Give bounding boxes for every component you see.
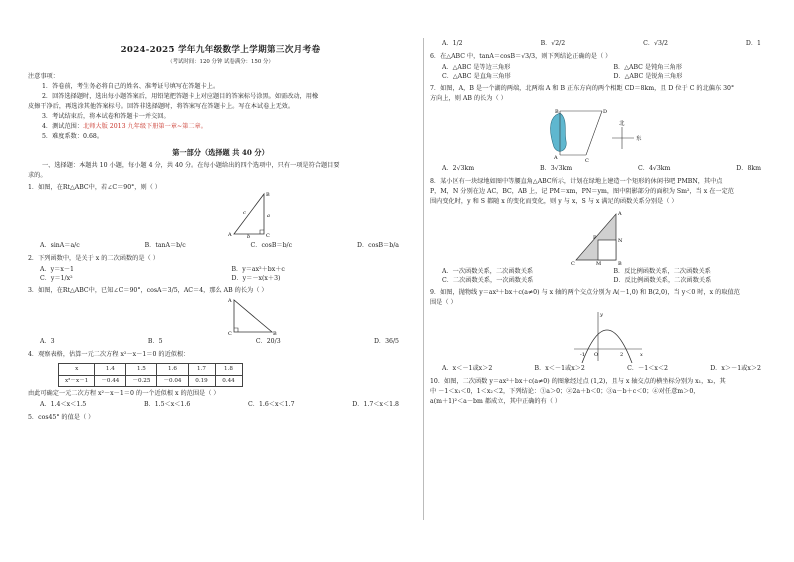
- left-column: [28, 38, 413, 424]
- question-1-options: [28, 242, 413, 251]
- q5-option-a[interactable]: A．1/2: [442, 40, 463, 47]
- label-B-3: B: [273, 331, 277, 337]
- q5-option-c[interactable]: C．√3/2: [643, 40, 668, 47]
- question-1-figure-wrap: [28, 191, 413, 240]
- question-3-figure-wrap: [28, 296, 413, 336]
- question-9-figure: [570, 309, 646, 363]
- question-5-stem: 5．cos45° 的值是（ ）: [28, 413, 95, 421]
- question-10-stem-2: 中 －1＜x₁＜0，1＜x₂＜2，下列结论：①a＞0；②2a＋b＜0；③a－b＋c＜0；④对任意m＞0，: [430, 387, 700, 395]
- note-4-label: 4．测试范围：: [42, 123, 84, 131]
- table-cell: －0.25: [126, 375, 157, 386]
- q8-option-d[interactable]: D．反比例函数关系，二次函数关系: [613, 276, 712, 284]
- table-cell: －0.44: [95, 375, 126, 386]
- q1-option-b[interactable]: B．tanA＝b/c: [144, 241, 186, 249]
- question-9-stem-cont: 围是（ ）: [430, 298, 457, 306]
- question-10-stem-3: a(m＋1)²＜a－bm 都成立，其中正确的有（ ）: [430, 397, 562, 405]
- question-8-figure: [570, 208, 630, 266]
- label-a: a: [267, 212, 270, 219]
- note-3: 3．考试结束后，将本试卷和答题卡一并交回。: [42, 113, 170, 121]
- table-cell: 1.4: [95, 364, 126, 375]
- question-2-stem: 2．下列函数中，是关于 x 的二次函数的是（ ）: [28, 254, 159, 262]
- question-2-options: [28, 266, 413, 284]
- question-7-stem: 7．如图，A，B 是一个湖的两端，北两端 A 和 B 正东方向的两个相距 CD＝8km，且 D 位于 C 的北偏东 30°: [430, 84, 735, 92]
- table-row: [59, 375, 243, 386]
- compass-east: 东: [636, 135, 642, 142]
- q2-option-d[interactable]: D．y＝－x(x＋3): [231, 274, 281, 282]
- label-c: c: [243, 209, 246, 216]
- column-divider: [423, 38, 424, 520]
- q1-option-c[interactable]: C．cosB＝b/c: [250, 241, 293, 249]
- question-8-figure-wrap: [430, 208, 775, 266]
- q7-option-d[interactable]: D．8km: [736, 164, 761, 172]
- right-column: [430, 38, 775, 408]
- table-cell: x²－x－1: [59, 375, 95, 386]
- table-cell: 0.44: [215, 375, 242, 386]
- label-N-8: N: [618, 237, 623, 244]
- question-3-figure: [226, 296, 282, 336]
- label-two-9: 2: [620, 351, 624, 358]
- part1-heading: 第一部分（选择题 共 40 分）: [172, 148, 269, 158]
- question-9-options: [430, 365, 775, 374]
- label-C-3: C: [228, 331, 232, 337]
- question-6-options: [430, 64, 775, 82]
- exam-title: 2024-2025 学年九年级数学上学期第三次月考卷: [120, 45, 321, 55]
- label-A-8: A: [618, 210, 622, 217]
- q3-option-d[interactable]: D．36/5: [373, 338, 399, 346]
- triangle-abc-3: [234, 300, 272, 332]
- label-b: b: [247, 233, 251, 238]
- table-cell: 1.5: [126, 364, 157, 375]
- question-1-stem: 1．如图，在Rt△ABC中，若∠C＝90°，则（ ）: [28, 183, 161, 191]
- parabola: [582, 330, 632, 363]
- label-x-9: x: [640, 351, 643, 358]
- question-3-stem: 3．如图，在Rt△ABC中，已知∠C＝90°，cosA＝3/5，AC＝4，那么 AB 的长为（ ）: [28, 286, 268, 294]
- label-B-8: B: [618, 260, 622, 266]
- exam-subtitle: （考试时间：120 分钟 试卷满分：150 分）: [167, 59, 274, 66]
- label-A: A: [228, 231, 232, 238]
- q5-option-b[interactable]: B．√2/2: [540, 40, 566, 47]
- q9-option-b[interactable]: B．x＜－1或x＞2: [534, 364, 585, 372]
- compass-north: 北: [619, 120, 625, 127]
- q4-option-a[interactable]: A．1.4＜x＜1.5: [40, 400, 87, 408]
- rectangle-pmbn: [598, 240, 616, 260]
- question-7-figure-wrap: [430, 105, 775, 163]
- question-3-options: [28, 338, 413, 347]
- q4-option-d[interactable]: D．1.7＜x＜1.8: [352, 400, 399, 408]
- question-4-stem: 4．观察表格，估算一元二次方程 x²－x－1＝0 的近似根：: [28, 351, 190, 359]
- table-cell: 1.7: [188, 364, 215, 375]
- q9-option-d[interactable]: D．x＞－1或x＞2: [710, 364, 761, 372]
- label-C-8: C: [571, 260, 575, 266]
- triangle-abc: [234, 194, 264, 234]
- q3-option-b[interactable]: B．5: [147, 338, 163, 346]
- label-A-7: A: [554, 154, 558, 161]
- table-cell: 1.8: [215, 364, 242, 375]
- question-5-options: [430, 40, 775, 49]
- q5-option-d[interactable]: D．1: [745, 40, 761, 47]
- label-D-7: D: [603, 108, 608, 115]
- question-6-stem: 6．在△ABC 中，tanA＝cosB＝√3/3，则下列结论正确的是（ ）: [430, 52, 612, 60]
- label-y-9: y: [600, 311, 603, 318]
- q2-option-c[interactable]: C．y＝1/x²: [40, 274, 73, 282]
- table-cell: 1.6: [157, 364, 188, 375]
- question-10-stem: 10．如图，二次函数 y＝ax²＋bx＋c(a≠0) 的图象经过点 (1,2)，且与 x 轴交点的横坐标分别为 x₁，x₂，其: [430, 377, 726, 385]
- label-B: B: [266, 191, 270, 198]
- part1-instruction: 一、选择题：本题共 10 小题，每小题 4 分，共 40 分。在每小题给出的四个选项中，只有一项是符合题目要: [42, 161, 340, 169]
- q7-option-a[interactable]: A．2√3km: [442, 164, 475, 172]
- note-4: [28, 123, 413, 132]
- label-A-3: A: [228, 298, 232, 305]
- right-angle-mark-3: [234, 328, 238, 332]
- table-cell: x: [59, 364, 95, 375]
- q3-option-c[interactable]: C．20/3: [255, 338, 281, 346]
- q7-option-b[interactable]: B．3√3km: [539, 164, 573, 172]
- label-C: C: [266, 232, 270, 238]
- label-P-8: P: [593, 234, 597, 241]
- table-cell: 0.19: [188, 375, 215, 386]
- question-8-stem: 8．某小区有一块绿地如图中等腰直角△ABC所示，计划在绿地上建造一个矩形的休闲书吧 PMBN，其中点: [430, 177, 723, 185]
- part1-instruction-cont: 求的。: [28, 171, 47, 179]
- q8-option-c[interactable]: C．二次函数关系，一次函数关系: [442, 276, 534, 284]
- q6-option-b[interactable]: B．△ABC 是钝角三角形: [613, 63, 682, 71]
- q7-option-c[interactable]: C．4√3km: [638, 164, 671, 172]
- q9-option-a[interactable]: A．x＜－1或x＞2: [442, 364, 493, 372]
- question-4-options: [28, 401, 413, 410]
- q4-option-c[interactable]: C．1.6＜x＜1.7: [248, 400, 295, 408]
- label-origin-9: O: [594, 351, 599, 358]
- label-B-7: B: [555, 108, 559, 115]
- label-minus-one-9: -1: [580, 351, 585, 358]
- question-8-stem-3: 围内变化时，y 和 S 都随 x 的变化而变化，则 y 与 x，S 与 x 满足的函数关系分别是（ ）: [430, 197, 678, 205]
- q6-option-d[interactable]: D．△ABC 是锐角三角形: [613, 72, 683, 80]
- question-7-options: [430, 165, 775, 174]
- q6-option-c[interactable]: C．△ABC 是直角三角形: [442, 72, 511, 80]
- q8-option-a[interactable]: A．一次函数关系，二次函数关系: [442, 267, 534, 275]
- right-angle-mark: [260, 230, 264, 234]
- note-2-cont: 皮擦干净后，再选涂其他答案标号。回答非选择题时，将答案写在答题卡上。写在本试卷上无效。: [28, 103, 295, 111]
- line-cd: [586, 111, 602, 155]
- lake-shape: [551, 113, 567, 151]
- note-1: 1．答卷前，考生务必将自己的姓名、准考证号填写在答题卡上。: [42, 83, 220, 91]
- q2-option-b[interactable]: B．y＝ax²＋bx＋c: [231, 265, 285, 273]
- question-1-figure: [226, 190, 286, 238]
- table-cell: －0.04: [157, 375, 188, 386]
- q2-option-a[interactable]: A．y＝x－1: [40, 265, 74, 273]
- question-9-stem: 9．如图，抛物线 y＝ax²＋bx＋c(a≠0) 与 x 轴的两个交点分别为 A(－1,0) 和 B(2,0)，当 y＜0 时，x 的取值范: [430, 288, 740, 296]
- q3-option-a[interactable]: A．3: [40, 338, 55, 346]
- q1-option-a[interactable]: A．sinA＝a/c: [40, 241, 80, 249]
- label-M-8: M: [596, 260, 602, 266]
- q1-option-d[interactable]: D．cosB＝b/a: [356, 241, 399, 249]
- q4-option-b[interactable]: B．1.5＜x＜1.6: [143, 400, 191, 408]
- table-row: [59, 364, 243, 375]
- note-5: 5．难度系数：0.68。: [42, 133, 104, 141]
- question-7-figure: [542, 105, 662, 165]
- label-C-7: C: [585, 157, 589, 164]
- note-4-value: 北师大版 2013 九年级下册第一章~第二章。: [83, 123, 207, 131]
- question-7-stem-cont: 方向上，则 AB 的长为（ ）: [430, 94, 507, 102]
- q8-option-b[interactable]: B．反比例函数关系，二次函数关系: [613, 267, 711, 275]
- note-2: 2．回答选择题时，选出每小题答案后，用铅笔把答题卡上对应题目的答案标号涂黑。如需改动，用橡: [42, 93, 319, 101]
- question-4-table: [58, 363, 243, 386]
- question-9-figure-wrap: [430, 309, 775, 363]
- notes-heading: 注意事项：: [28, 73, 59, 81]
- question-4-conclusion: 由此可确定一元二次方程 x²－x－1＝0 的一个近似根 x 的范围是（ ）: [28, 389, 220, 397]
- q9-option-c[interactable]: C．－1＜x＜2: [627, 364, 668, 372]
- question-8-options: [430, 268, 775, 286]
- question-8-stem-2: P，M，N 分别在边 AC，BC，AB 上，记 PM＝xm，PN＝ym，图中阴影部分的面积为 Sm²，当 x 在一定范: [430, 187, 734, 195]
- q6-option-a[interactable]: A．△ABC 是等边三角形: [442, 63, 511, 71]
